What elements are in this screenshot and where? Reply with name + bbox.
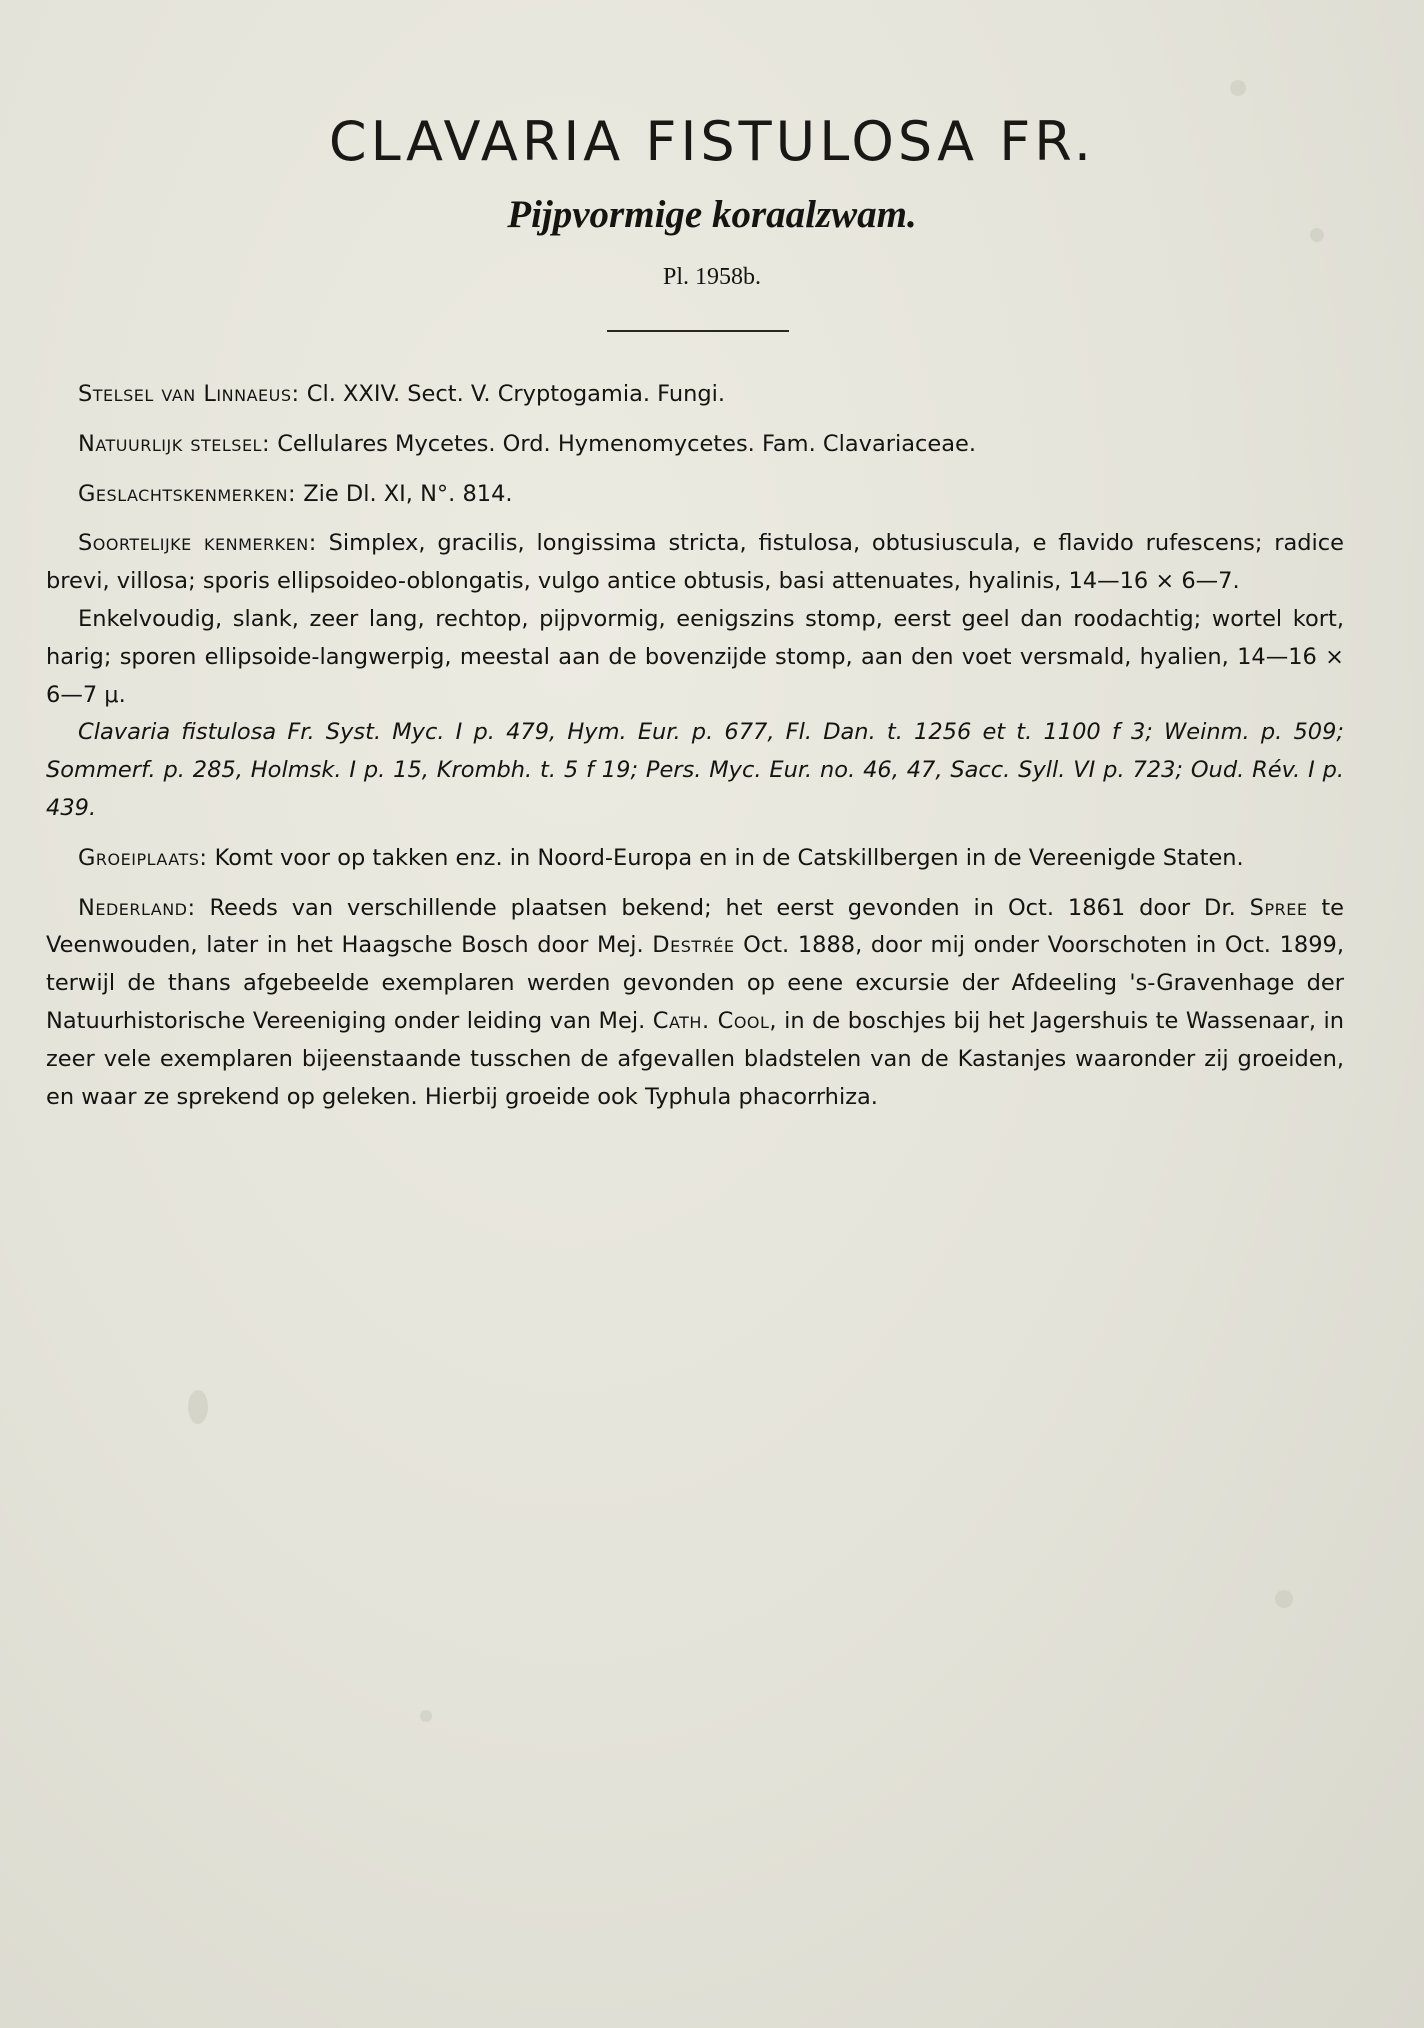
text-nederland-1: Reeds van verschillende plaatsen bekend; het eerst gevonden in Oct. 1861 door Dr. — [209, 894, 1236, 921]
name-destree: Destrée — [652, 932, 735, 959]
paragraph-beschrijving: Enkelvoudig, slank, zeer lang, rechtop, pijpvormig, eenigszins stomp, eerst geel dan roodachtig; wortel kort, harig; sporen ellipsoide-langwerpig, meestal aan de bovenzijde stomp, aan den voet versmald, hyalien, 14—16 × 6—7 μ. — [46, 605, 1344, 708]
paragraph-geslachtskenmerken — [46, 476, 1344, 514]
text-geslachtskenmerken: Zie Dl. XI, N°. 814. — [303, 480, 513, 507]
name-spree: Spree — [1249, 894, 1308, 921]
label-soortelijke-kenmerken: Soortelijke kenmerken: — [78, 530, 317, 557]
text-stelsel-linnaeus: Cl. XXIV. Sect. V. Cryptogamia. Fungi. — [306, 381, 726, 407]
paper-speck — [420, 1710, 432, 1722]
label-stelsel-linnaeus: Stelsel van Linnaeus: — [78, 381, 300, 407]
paper-speck — [1230, 80, 1246, 96]
label-natuurlijk-stelsel: Natuurlijk stelsel: — [78, 430, 271, 457]
paragraph-literatuur: Clavaria fistulosa Fr. Syst. Myc. I p. 479, Hym. Eur. p. 677, Fl. Dan. t. 1256 et t. 1100 f 3; Weinm. p. 509; Sommerf. p. 285, Holmsk. I p. 15, Krombh. t. 5 f 19; Pers. Myc. Eur. no. 46, 47, Sacc. Syll. VI p. 723; Oud. Rév. I p. 439. — [46, 719, 1344, 821]
text-natuurlijk-stelsel: Cellulares Mycetes. Ord. Hymenomycetes. Fam. Clavariaceae. — [277, 430, 977, 457]
text-nederland-2: te Veenwouden, later in het Haagsche Bosch door Mej. — [46, 894, 1345, 959]
paragraph-groeiplaats — [46, 840, 1344, 878]
label-groeiplaats: Groeiplaats: — [78, 844, 208, 871]
paper-speck — [1275, 1590, 1293, 1608]
label-nederland: Nederland: — [78, 894, 196, 921]
paragraph-soortelijke-kenmerken — [46, 525, 1344, 601]
text-soortelijke-kenmerken: Simplex, gracilis, longissima stricta, fistulosa, obtusiuscula, e flavido rufescens; radice brevi, villosa; sporis ellipsoideo-oblongatis, vulgo antice obtusis, basi attenuates, hyalinis, 14—16 × 6—7. — [46, 530, 1344, 595]
paragraph-nederland — [46, 890, 1344, 1117]
article-body — [46, 376, 1344, 1128]
page-title: CLAVARIA FISTULOSA FR. — [328, 110, 1096, 173]
paragraph-stelsel-linnaeus — [46, 376, 1344, 414]
text-groeiplaats: Komt voor op takken enz. in Noord-Europa en in de Catskillbergen in de Vereenigde Staten. — [214, 844, 1244, 871]
title-divider — [607, 330, 789, 332]
paragraph-natuurlijk-stelsel — [46, 426, 1344, 464]
page-subtitle: Pijpvormige koraalzwam. — [507, 193, 917, 236]
plate-number: Pl. 1958b. — [662, 264, 761, 290]
paper-speck — [188, 1390, 208, 1424]
label-geslachtskenmerken: Geslachtskenmerken: — [78, 480, 297, 507]
text-nederland-3: Oct. 1888, door mij onder Voorschoten in Oct. 1899, terwijl de thans afgebeelde exemplaren werden gevonden op eene excursie der Afdeeling 's-Gravenhage der Natuurhistorische Vereeniging onder leiding van Mej. — [46, 932, 1344, 1034]
name-cath-cool: Cath. Cool — [652, 1007, 770, 1034]
text-nederland-4: , in de boschjes bij het Jagershuis te Wassenaar, in zeer vele exemplaren bijeenstaande tusschen de afgevallen bladstelen van de Kastanjes waaronder zij groeiden, en waar ze sprekend op geleken. Hierbij groeide ook Typhula phacorrhiza. — [46, 1007, 1344, 1110]
